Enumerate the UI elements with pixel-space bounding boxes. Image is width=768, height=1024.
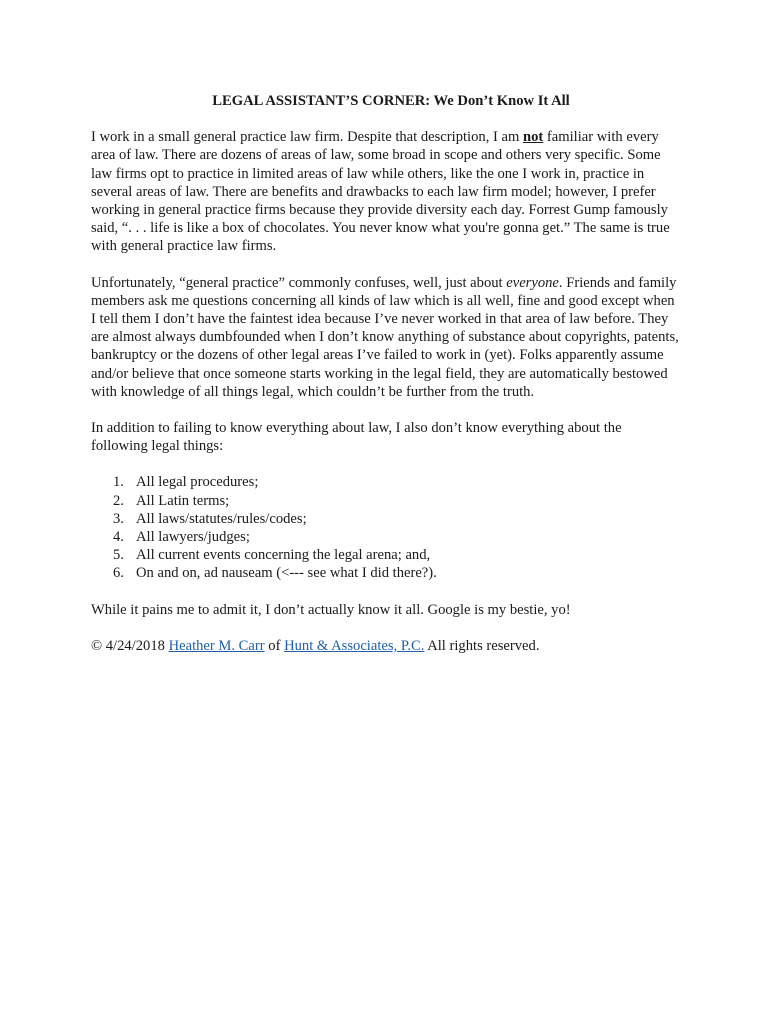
list-item-number: 6.	[113, 565, 124, 582]
list-item-number: 5.	[113, 547, 124, 564]
list-item	[91, 510, 681, 528]
list-item-number: 3.	[113, 510, 124, 527]
list-item	[91, 492, 681, 510]
paragraph-list-intro: In addition to failing to know everything about law, I also don’t know everything about the following legal things:	[91, 420, 622, 455]
copyright-footer	[91, 637, 681, 655]
list-item	[91, 528, 681, 546]
paragraph-gp-part2: . Friends and family members ask me questions concerning all kinds of law which is all well, fine and good except when I tell them I don’t have the faintest idea because I’ve never worked in that area of law before. They are almost always dumbfounded when I don’t know anything of substance about copyrights, patents, bankruptcy or the dozens of other legal areas I’ve failed to work in (yet). Folks apparently assume and/or believe that once someone starts working in the legal field, they are automatically bestowed with knowledge of all things legal, which couldn’t be further from the truth.	[91, 274, 679, 400]
list-item-number: 2.	[113, 492, 124, 509]
emphasis-everyone: everyone	[506, 274, 559, 291]
list-item	[91, 546, 681, 564]
copyright-suffix: All rights reserved.	[424, 637, 540, 654]
emphasis-not: not	[522, 129, 544, 146]
copyright-prefix: © 4/24/2018	[91, 637, 169, 654]
firm-link[interactable]: Hunt & Associates, P.C.	[284, 637, 425, 654]
document-page	[91, 92, 681, 673]
list-item-text: All current events concerning the legal arena; and,	[136, 547, 431, 564]
list-item	[91, 473, 681, 491]
list-item-text: All lawyers/judges;	[136, 529, 250, 546]
list-item-number: 1.	[113, 474, 124, 491]
paragraph-gp-part1: Unfortunately, “general practice” commonly confuses, well, just about	[91, 274, 507, 291]
copyright-of: of	[264, 637, 285, 654]
article-title: LEGAL ASSISTANT’S CORNER: We Don’t Know It All	[212, 93, 570, 109]
paragraph-intro	[91, 128, 681, 255]
list-item-text: All Latin terms;	[136, 492, 230, 509]
list-item-text: All legal procedures;	[136, 474, 259, 491]
list-item	[91, 564, 681, 582]
paragraph-closing: While it pains me to admit it, I don’t actually know it all. Google is my bestie, yo!	[91, 601, 571, 618]
legal-things-list	[91, 473, 681, 582]
list-item-number: 4.	[113, 529, 124, 546]
paragraph-intro-part2: familiar with every area of law. There are dozens of areas of law, some broad in scope and others very specific. Some law firms opt to practice in limited areas of law while others, like the one I work in, practice in several areas of law. There are benefits and drawbacks to each law firm model; however, I prefer working in general practice firms because they provide diversity each day. Forrest Gump famously said, “. . . life is like a box of chocolates. You never know what you're gonna get.” The same is true with general practice law firms.	[91, 129, 670, 255]
author-link[interactable]: Heather M. Carr	[168, 637, 265, 654]
list-item-text: On and on, ad nauseam (<--- see what I did there?).	[136, 565, 437, 582]
paragraph-general-practice	[91, 274, 681, 401]
list-item-text: All laws/statutes/rules/codes;	[136, 510, 307, 527]
paragraph-intro-part1: I work in a small general practice law firm. Despite that description, I am	[91, 129, 523, 146]
